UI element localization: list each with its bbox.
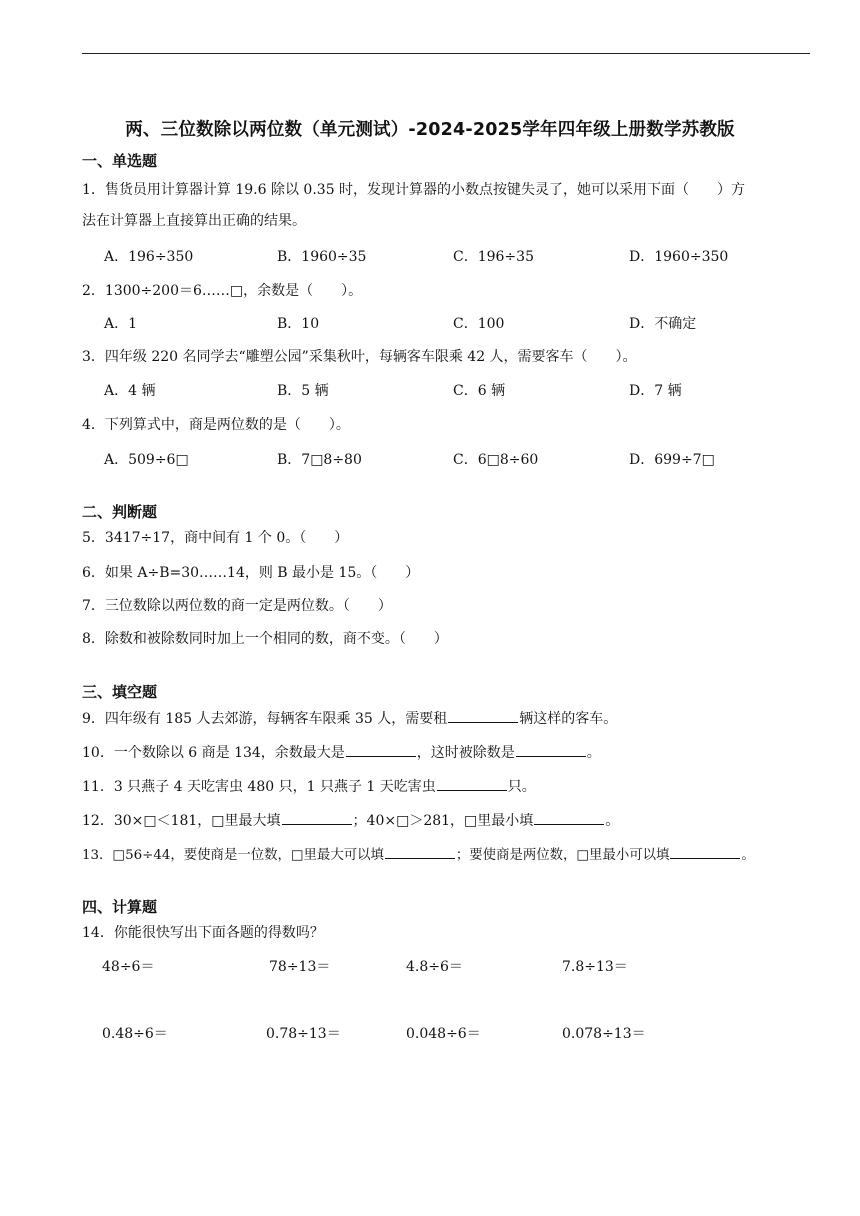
question-4-option-a: A．509÷6□ bbox=[104, 452, 189, 468]
question-4-text: 4．下列算式中，商是两位数的是（ ）。 bbox=[82, 417, 350, 433]
question-5-text: 5．3417÷17，商中间有 1 个 0。（ ） bbox=[82, 530, 349, 546]
question-9-part-a: 9．四年级有 185 人去郊游，每辆客车限乘 35 人，需要租 bbox=[82, 711, 448, 727]
question-13-text bbox=[82, 844, 755, 866]
question-12-text bbox=[82, 810, 619, 831]
section-title-true-false: 二、判断题 bbox=[82, 503, 158, 521]
question-10-part-b: ，这时被除数是 bbox=[416, 745, 515, 761]
section-title-single-choice: 一、单选题 bbox=[82, 152, 158, 170]
question-3-option-c: C．6 辆 bbox=[453, 383, 506, 399]
answer-blank bbox=[385, 844, 455, 859]
question-4-option-d: D．699÷7□ bbox=[629, 452, 715, 468]
question-2-option-d: D．不确定 bbox=[629, 316, 697, 332]
question-4-option-b: B．7□8÷80 bbox=[277, 452, 362, 468]
question-12-part-b: ；40×□＞281，□里最小填 bbox=[352, 813, 534, 829]
question-1-option-a: A．196÷350 bbox=[104, 249, 194, 265]
question-3-option-b: B．5 辆 bbox=[277, 383, 329, 399]
question-9-part-b: 辆这样的客车。 bbox=[519, 711, 618, 727]
calc-item: 0.078÷13＝ bbox=[562, 1026, 646, 1042]
calc-item: 0.78÷13＝ bbox=[266, 1026, 341, 1042]
question-3-option-d: D．7 辆 bbox=[629, 383, 682, 399]
question-3-option-a: A．4 辆 bbox=[104, 383, 156, 399]
question-2-option-a: A．1 bbox=[104, 316, 138, 332]
question-1-line-2: 法在计算器上直接算出正确的结果。 bbox=[82, 213, 306, 229]
question-13-part-b: ；要使商是两位数，□里最小可以填 bbox=[455, 848, 670, 863]
question-10-part-a: 10．一个数除以 6 商是 134，余数最大是 bbox=[82, 745, 345, 761]
header-rule bbox=[82, 53, 810, 54]
question-11-part-a: 11．3 只燕子 4 天吃害虫 480 只，1 只燕子 1 天吃害虫 bbox=[82, 779, 436, 795]
question-1-option-b: B．1960÷35 bbox=[277, 249, 367, 265]
question-11-text bbox=[82, 776, 536, 797]
answer-blank bbox=[516, 742, 586, 757]
answer-blank bbox=[534, 810, 604, 825]
question-10-part-c: 。 bbox=[586, 745, 601, 761]
answer-blank bbox=[448, 708, 518, 723]
question-12-part-a: 12．30×□＜181，□里最大填 bbox=[82, 813, 281, 829]
question-9-text bbox=[82, 708, 617, 729]
question-6-text: 6．如果 A÷B=30……14，则 B 最小是 15。（ ） bbox=[82, 565, 420, 581]
calc-item: 0.48÷6＝ bbox=[102, 1026, 168, 1042]
question-2-option-b: B．10 bbox=[277, 316, 320, 332]
question-2-option-c: C．100 bbox=[453, 316, 505, 332]
section-title-fill-in: 三、填空题 bbox=[82, 683, 158, 701]
question-10-text bbox=[82, 742, 601, 763]
answer-blank bbox=[670, 844, 740, 859]
answer-blank bbox=[282, 810, 352, 825]
question-14-text: 14．你能很快写出下面各题的得数吗？ bbox=[82, 925, 324, 941]
answer-blank bbox=[437, 776, 507, 791]
question-12-part-c: 。 bbox=[605, 813, 620, 829]
calc-item: 4.8÷6＝ bbox=[406, 959, 463, 975]
question-1-line-1: 1．售货员用计算器计算 19.6 除以 0.35 时，发现计算器的小数点按键失灵了，她可以采用下面（ ）方 bbox=[82, 182, 746, 198]
question-13-part-a: 13．□56÷44，要使商是一位数，□里最大可以填 bbox=[82, 848, 384, 863]
page-title: 两、三位数除以两位数（单元测试）-2024-2025学年四年级上册数学苏教版 bbox=[125, 120, 735, 140]
question-1-option-c: C．196÷35 bbox=[453, 249, 534, 265]
question-3-text: 3．四年级 220 名同学去“雕塑公园”采集秋叶，每辆客车限乘 42 人，需要客车（ ）。 bbox=[82, 349, 637, 365]
section-title-calculation: 四、计算题 bbox=[82, 898, 158, 916]
calc-item: 7.8÷13＝ bbox=[562, 959, 628, 975]
answer-blank bbox=[346, 742, 416, 757]
calc-item: 78÷13＝ bbox=[269, 959, 331, 975]
calc-item: 0.048÷6＝ bbox=[406, 1026, 481, 1042]
question-1-option-d: D．1960÷350 bbox=[629, 249, 729, 265]
question-8-text: 8．除数和被除数同时加上一个相同的数，商不变。（ ） bbox=[82, 631, 448, 647]
question-11-part-b: 只。 bbox=[507, 779, 536, 795]
calc-item: 48÷6＝ bbox=[102, 959, 155, 975]
question-7-text: 7．三位数除以两位数的商一定是两位数。（ ） bbox=[82, 598, 392, 614]
question-2-text: 2．1300÷200＝6……□，余数是（ ）。 bbox=[82, 283, 363, 299]
question-13-part-c: 。 bbox=[741, 848, 755, 863]
question-4-option-c: C．6□8÷60 bbox=[453, 452, 539, 468]
